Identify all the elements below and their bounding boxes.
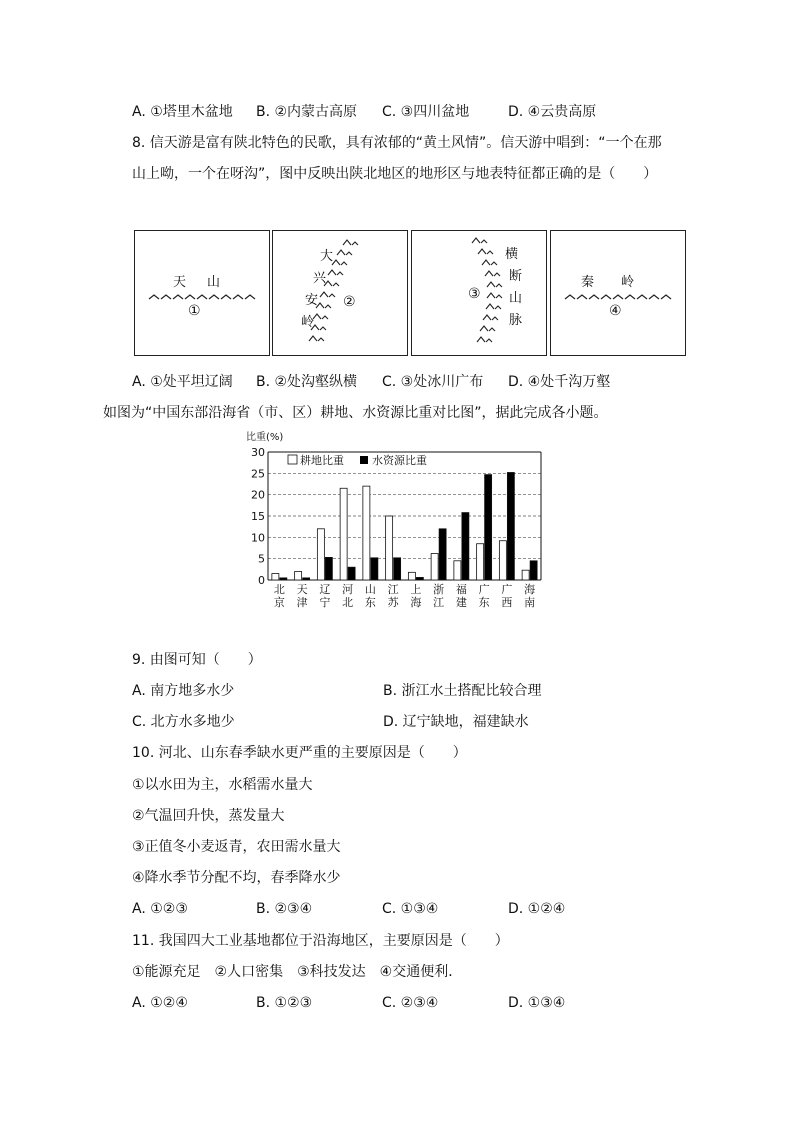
y-tick-label: 5 [258,552,265,566]
bar-cropland-8 [454,561,461,580]
x-tick-label: 天 [296,583,308,596]
x-tick-label: 北 [273,583,285,596]
y-tick-label: 20 [251,488,265,502]
bar-cropland-1 [295,571,302,580]
x-tick-label: 东 [364,596,376,609]
q8-option-d: D. ④处千沟万壑 [508,374,611,390]
legend-swatch-cropland [288,455,297,464]
q8-option-c: C. ③处冰川广布 [382,374,484,390]
q9-option-b: B. 浙江水土搭配比较合理 [383,683,542,699]
panel-1 [134,230,270,356]
x-tick-label: 广 [478,583,490,596]
bar-water-4 [371,558,378,580]
x-tick-label: 海 [410,596,422,609]
panel-2-char-4: 岭 [301,315,315,330]
bar-water-0 [280,578,287,580]
bar-water-10 [507,472,514,580]
legend-swatch-water [360,456,368,464]
q7-option-d: D. ④云贵高原 [508,104,597,120]
q10-option-a: A. ①②③ [132,901,188,917]
q10-option-d: D. ①②④ [508,901,566,917]
legend-label-cropland: 耕地比重 [300,454,344,467]
q10-option-b: B. ②③④ [256,901,313,917]
bar-water-6 [416,577,423,580]
y-tick-label: 25 [251,467,265,481]
bar-chart [246,428,546,614]
x-tick-label: 广 [501,583,513,596]
panel-3 [411,230,547,356]
bar-cropland-10 [499,541,506,580]
q11-stem: 11. 我国四大工业基地都位于沿海地区，主要原因是（ ） [132,933,509,949]
x-tick-label: 建 [455,596,467,609]
mountain-ridge-diagonal [273,231,409,357]
legend-label-water: 水资源比重 [372,454,427,467]
bar-water-8 [462,513,469,580]
q11-items: ①能源充足 ②人口密集 ③科技发达 ④交通便利． [132,964,463,980]
panel-2-char-1: 大 [320,249,334,264]
mountain-ridge-horizontal [135,231,271,357]
bar-water-9 [485,475,492,580]
bar-cropland-2 [317,529,324,580]
y-tick-label: 30 [251,446,265,459]
q11-option-d: D. ①③④ [508,995,566,1011]
chart-intro: 如图为“中国东部沿海省（市、区）耕地、水资源比重对比图”，据此完成各小题。 [103,405,608,421]
panel-3-char-3: 山 [509,291,523,306]
panel-4-char-1: 秦 [581,275,595,290]
panel-3-marker: ③ [468,286,481,302]
bar-cropland-4 [363,486,370,580]
q9-option-d: D. 辽宁缺地，福建缺水 [383,714,529,730]
bar-cropland-7 [431,554,438,580]
bar-water-1 [303,578,310,580]
x-tick-label: 山 [364,583,376,596]
bar-cropland-0 [272,574,279,580]
x-tick-label: 江 [387,583,399,596]
panel-4 [550,230,686,356]
q7-options [132,102,692,122]
q7-option-c: C. ③四川盆地 [382,104,470,120]
panel-3-char-4: 脉 [509,313,523,328]
q7-option-a: A. ①塔里木盆地 [132,104,233,120]
y-tick-label: 15 [251,510,265,523]
panel-4-marker: ④ [609,303,622,319]
y-axis-label: 比重(%) [246,432,284,443]
q11-option-a: A. ①②④ [132,995,188,1011]
x-tick-label: 宁 [319,596,331,609]
q10-item-1: ①以水田为主，水稻需水量大 [132,777,313,793]
bar-cropland-6 [408,572,415,580]
q8-option-b: B. ②处沟壑纵横 [256,374,358,390]
q10-item-3: ③正值冬小麦返青，农田需水量大 [132,839,341,855]
x-tick-label: 南 [524,596,536,609]
x-tick-label: 辽 [319,583,331,596]
panel-1-marker: ① [188,303,201,319]
mountain-ridge-horizontal [551,231,687,357]
q10-option-c: C. ①③④ [382,901,439,917]
q11-option-c: C. ②③④ [382,995,439,1011]
x-tick-label: 津 [296,596,308,609]
panel-2-char-2: 兴 [313,271,327,286]
x-tick-label: 北 [342,596,354,609]
q7-option-b: B. ②内蒙古高原 [256,104,358,120]
q11-option-b: B. ①②③ [256,995,313,1011]
bar-water-7 [439,529,446,580]
x-tick-label: 上 [410,583,422,596]
x-tick-label: 西 [501,596,513,609]
x-tick-label: 苏 [387,596,399,609]
x-tick-label: 京 [273,596,285,609]
q10-item-2: ②气温回升快，蒸发量大 [132,808,285,824]
q8-stem-line1: 8. 信天游是富有陕北特色的民歌，具有浓郁的“黄土风情”。信天游中唱到：“一个在那 [132,135,662,151]
y-tick-label: 10 [251,531,265,545]
bar-cropland-11 [522,570,529,580]
panel-3-char-2: 断 [509,269,523,284]
x-tick-label: 江 [433,596,445,609]
y-tick-label: 0 [258,574,265,587]
x-tick-label: 浙 [433,583,445,596]
bar-cropland-3 [340,488,347,580]
q9-option-a: A. 南方地多水少 [132,683,235,699]
panel-2 [272,230,408,356]
q11-options [132,993,692,1013]
panel-1-char-1: 天 [173,275,187,290]
panel-2-marker: ② [343,294,356,310]
q10-options [132,899,692,919]
q8-options [132,372,692,392]
panel-2-char-3: 安 [305,293,319,308]
bar-water-2 [325,557,332,580]
q8-stem-line2: 山上呦，一个在呀沟”，图中反映出陕北地区的地形区与地表特征都正确的是（ ） [132,166,658,182]
q9-option-c: C. 北方水多地少 [132,714,235,730]
bar-water-11 [530,561,537,580]
q8-option-a: A. ①处平坦辽阔 [132,374,233,390]
bar-water-3 [348,567,355,580]
panel-4-char-2: 岭 [621,275,635,290]
x-tick-label: 河 [342,583,354,596]
bar-water-5 [394,558,401,580]
q9-stem: 9. 由图可知（ ） [132,652,262,668]
bar-cropland-5 [386,516,393,580]
x-tick-label: 福 [455,583,467,596]
x-tick-label: 东 [478,596,490,609]
q10-item-4: ④降水季节分配不均，春季降水少 [132,870,341,886]
panel-1-char-2: 山 [207,275,221,290]
x-tick-label: 海 [524,583,536,596]
q10-stem: 10. 河北、山东春季缺水更严重的主要原因是（ ） [132,745,467,761]
panel-3-char-1: 横 [505,247,519,262]
bar-cropland-9 [477,544,484,580]
